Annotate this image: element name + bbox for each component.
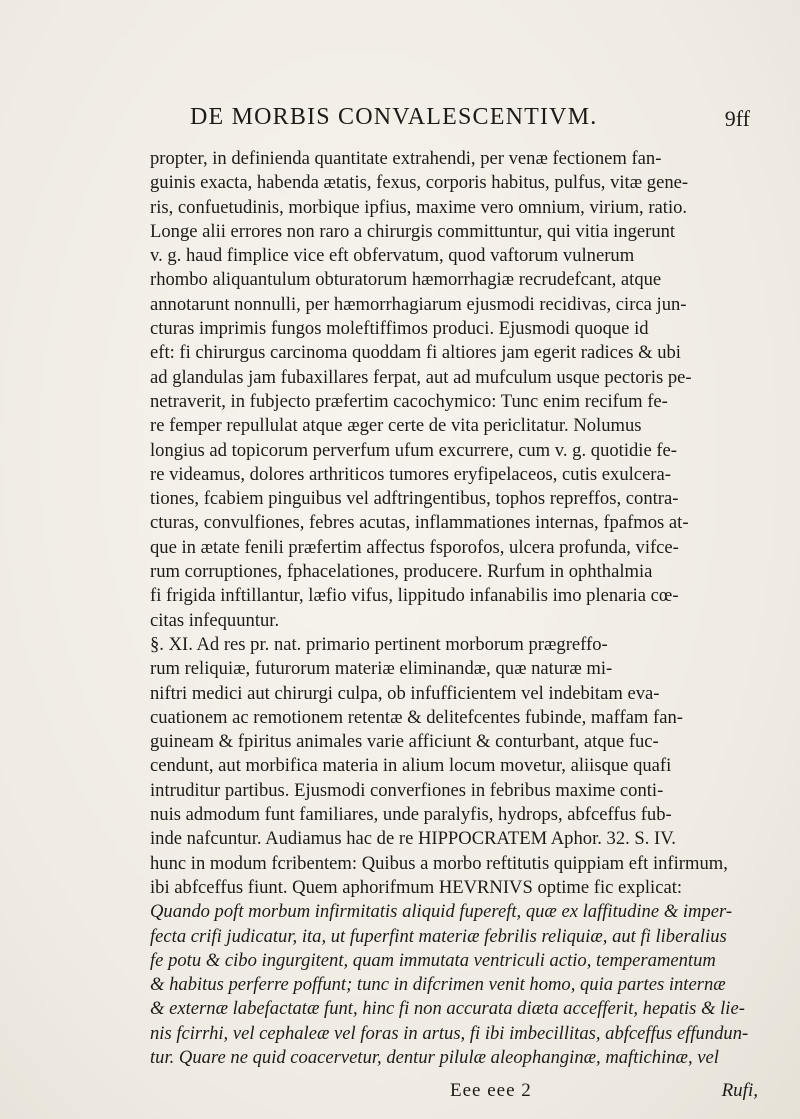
text-line: rhombo aliquantulum obturatorum hæmorrhagiæ recrudefcant, atque xyxy=(150,269,662,291)
quotation-line: fecta crifi judicatur, ita, ut fuperfint materiæ febrilis reliquiæ, aut fi liberalius xyxy=(150,925,727,947)
text-line: cturas imprimis fungos moleftiffimos produci. Ejusmodi quoque id xyxy=(150,318,649,340)
text-line: re femper repullulat atque æger certe de vita periclitatur. Nolumus xyxy=(150,415,642,437)
text-line: tiones, fcabiem pinguibus vel adftringentibus, tophos repreffos, contra- xyxy=(150,488,679,510)
text-line: citas infequuntur. xyxy=(150,609,280,631)
text-line: ris, confuetudinis, morbique ipfius, maxime vero omnium, virium, ratio. xyxy=(150,196,688,218)
page-footer xyxy=(150,1080,758,1108)
text-line: intruditur partibus. Ejusmodi converfiones in febribus maxime conti- xyxy=(150,779,664,801)
quotation-line: nis fcirrhi, vel cephaleæ vel foras in artus, fi ibi imbecillitas, abfceffus effundun- xyxy=(150,1022,749,1044)
text-line: que in ætate fenili præfertim affectus fsporofos, ulcera profunda, vifce- xyxy=(150,536,679,558)
text-line: netraverit, in fubjecto præfertim cacochymico: Tunc enim recifum fe- xyxy=(150,390,668,412)
text-line: ad glandulas jam fubaxillares ferpat, aut ad mufculum usque pectoris pe- xyxy=(150,366,692,388)
text-line: fi frigida inftillantur, læfio vifus, lippitudo infanabilis imo plenaria cœ- xyxy=(150,585,679,607)
text-line: guinis exacta, habenda ætatis, fexus, corporis habitus, pulfus, vitæ gene- xyxy=(150,172,689,194)
text-line: guineam & fpiritus animales varie afficiunt & conturbant, atque fuc- xyxy=(150,731,659,753)
body-text xyxy=(150,147,758,1070)
text-line: eft: fi chirurgus carcinoma quoddam fi altiores jam egerit radices & ubi xyxy=(150,342,681,364)
text-line: cendunt, aut morbifica materia in alium locum movetur, aliisque quafi xyxy=(150,755,672,777)
text-line: nuis admodum funt familiares, unde paralyfis, hydrops, abfceffus fub- xyxy=(150,804,672,826)
page-header xyxy=(190,104,750,134)
text-line: Longe alii errores non raro a chirurgis committuntur, qui vitia ingerunt xyxy=(150,220,676,242)
text-line: cturas, convulfiones, febres acutas, inflammationes internas, fpafmos at- xyxy=(150,512,689,534)
running-title: DE MORBIS CONVALESCENTIVM. xyxy=(190,104,598,130)
quotation-line: & habitus perferre poffunt; tunc in difcrimen venit homo, quia partes internæ xyxy=(150,974,726,996)
text-line: annotarunt nonnulli, per hæmorrhagiarum ejusmodi recidivas, circa jun- xyxy=(150,293,687,315)
text-line: propter, in definienda quantitate extrahendi, per venæ fectionem fan- xyxy=(150,148,662,169)
signature-mark: Eee eee 2 xyxy=(450,1080,532,1101)
text-line: inde nafcuntur. Audiamus hac de re HIPPOCRATEM Aphor. 32. S. IV. xyxy=(150,828,676,850)
text-line: hunc in modum fcribentem: Quibus a morbo reftitutis quippiam eft infirmum, xyxy=(150,852,728,874)
section-heading-line: §. XI. Ad res pr. nat. primario pertinent morborum prægreffo- xyxy=(150,633,608,655)
text-line: re videamus, dolores arthriticos tumores eryfipelaceos, cutis exulcera- xyxy=(150,463,671,485)
page-number: 9ff xyxy=(724,106,750,131)
text-line: cuationem ac remotionem retentæ & delitefcentes fubinde, maffam fan- xyxy=(150,706,683,728)
text-line: niftri medici aut chirurgi culpa, ob infufficientem vel indebitam eva- xyxy=(150,682,660,704)
text-line: rum reliquiæ, futurorum materiæ eliminandæ, quæ naturæ mi- xyxy=(150,658,613,680)
quotation-line: & externæ labefactatæ funt, hinc fi non accurata diæta accefferit, hepatis & lie- xyxy=(150,998,745,1020)
quotation-line: tur. Quare ne quid coacervetur, dentur pilulæ aleophanginæ, maftichinæ, vel xyxy=(150,1046,719,1068)
text-line: rum corruptiones, fphacelationes, producere. Rurfum in ophthalmia xyxy=(150,561,653,583)
catchword: Rufi, xyxy=(721,1080,758,1101)
quotation-line: Quando poft morbum infirmitatis aliquid fupereft, quæ ex laffitudine & imper- xyxy=(150,901,733,923)
text-line: v. g. haud fimplice vice eft obfervatum, quod vaftorum vulnerum xyxy=(150,245,635,267)
quotation-line: fe potu & cibo ingurgitent, quam immutata ventriculi actio, temperamentum xyxy=(150,949,716,971)
text-line: ibi abfceffus fiunt. Quem aphorifmum HEVRNIVS optime fic explicat: xyxy=(150,876,683,898)
text-line: longius ad topicorum perverfum ufum excurrere, cum v. g. quotidie fe- xyxy=(150,439,677,461)
